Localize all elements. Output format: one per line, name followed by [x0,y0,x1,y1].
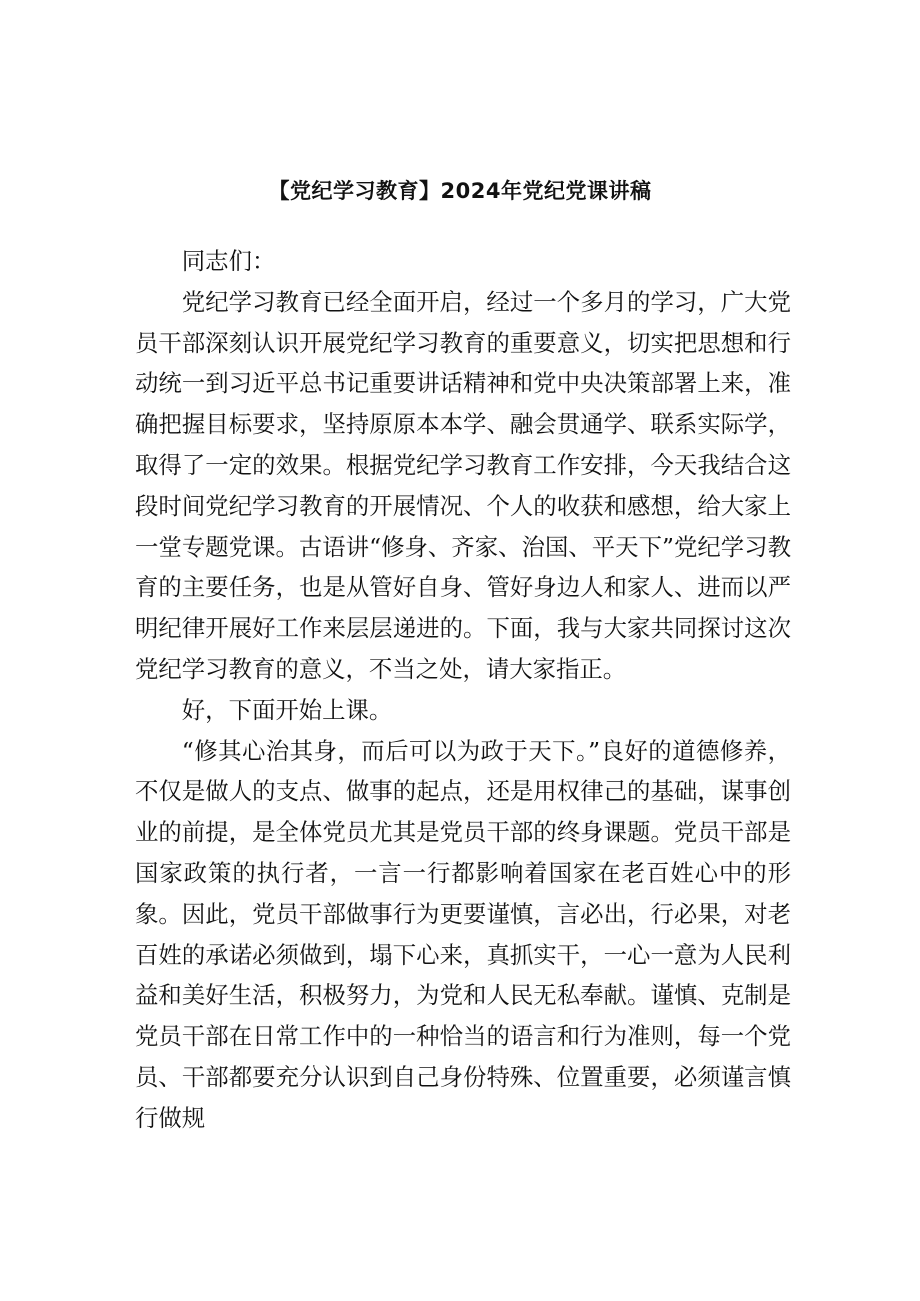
cultivation-paragraph: “修其心治其身，而后可以为政于天下。”良好的道德修养，不仅是做人的支点、做事的起点，还是用权律己的基础，谋事创业的前提，是全体党员尤其是党员干部的终身课题。党员干部是国家政策的执行者，一言一行都影响着国家在老百姓心中的形象。因此，党员干部做事行为更要谨慎，言必出，行必果，对老百姓的承诺必须做到，塌下心来，真抓实干，一心一意为人民利益和美好生活，积极努力，为党和人民无私奉献。谨慎、克制是党员干部在日常工作中的一种恰当的语言和行为准则，每一个党员、干部都要充分认识到自己身份特殊、位置重要，必须谨言慎行做规 [135,736,791,1132]
salutation-paragraph: 同志们： [181,247,276,275]
start-class-paragraph: 好，下面开始上课。 [181,695,393,724]
intro-paragraph: 党纪学习教育已经全面开启，经过一个多月的学习，广大党员干部深刻认识开展党纪学习教育的重要意义，切实把思想和行动统一到习近平总书记重要讲话精神和党中央决策部署上来，准确把握目标要求，坚持原原本本学、融会贯通学、联系实际学，取得了一定的效果。根据党纪学习教育工作安排，今天我结合这段时间党纪学习教育的开展情况、个人的收获和感想，给大家上一堂专题党课。古语讲“修身、齐家、治国、平天下”党纪学习教育的主要任务，也是从管好自身、管好身边人和家人、进而以严明纪律开展好工作来层层递进的。下面，我与大家共同探讨这次党纪学习教育的意义，不当之处，请大家指正。 [135,287,791,683]
document-title: 【党纪学习教育】2024年党纪党课讲稿 [268,179,652,203]
document-body [135,241,791,1139]
